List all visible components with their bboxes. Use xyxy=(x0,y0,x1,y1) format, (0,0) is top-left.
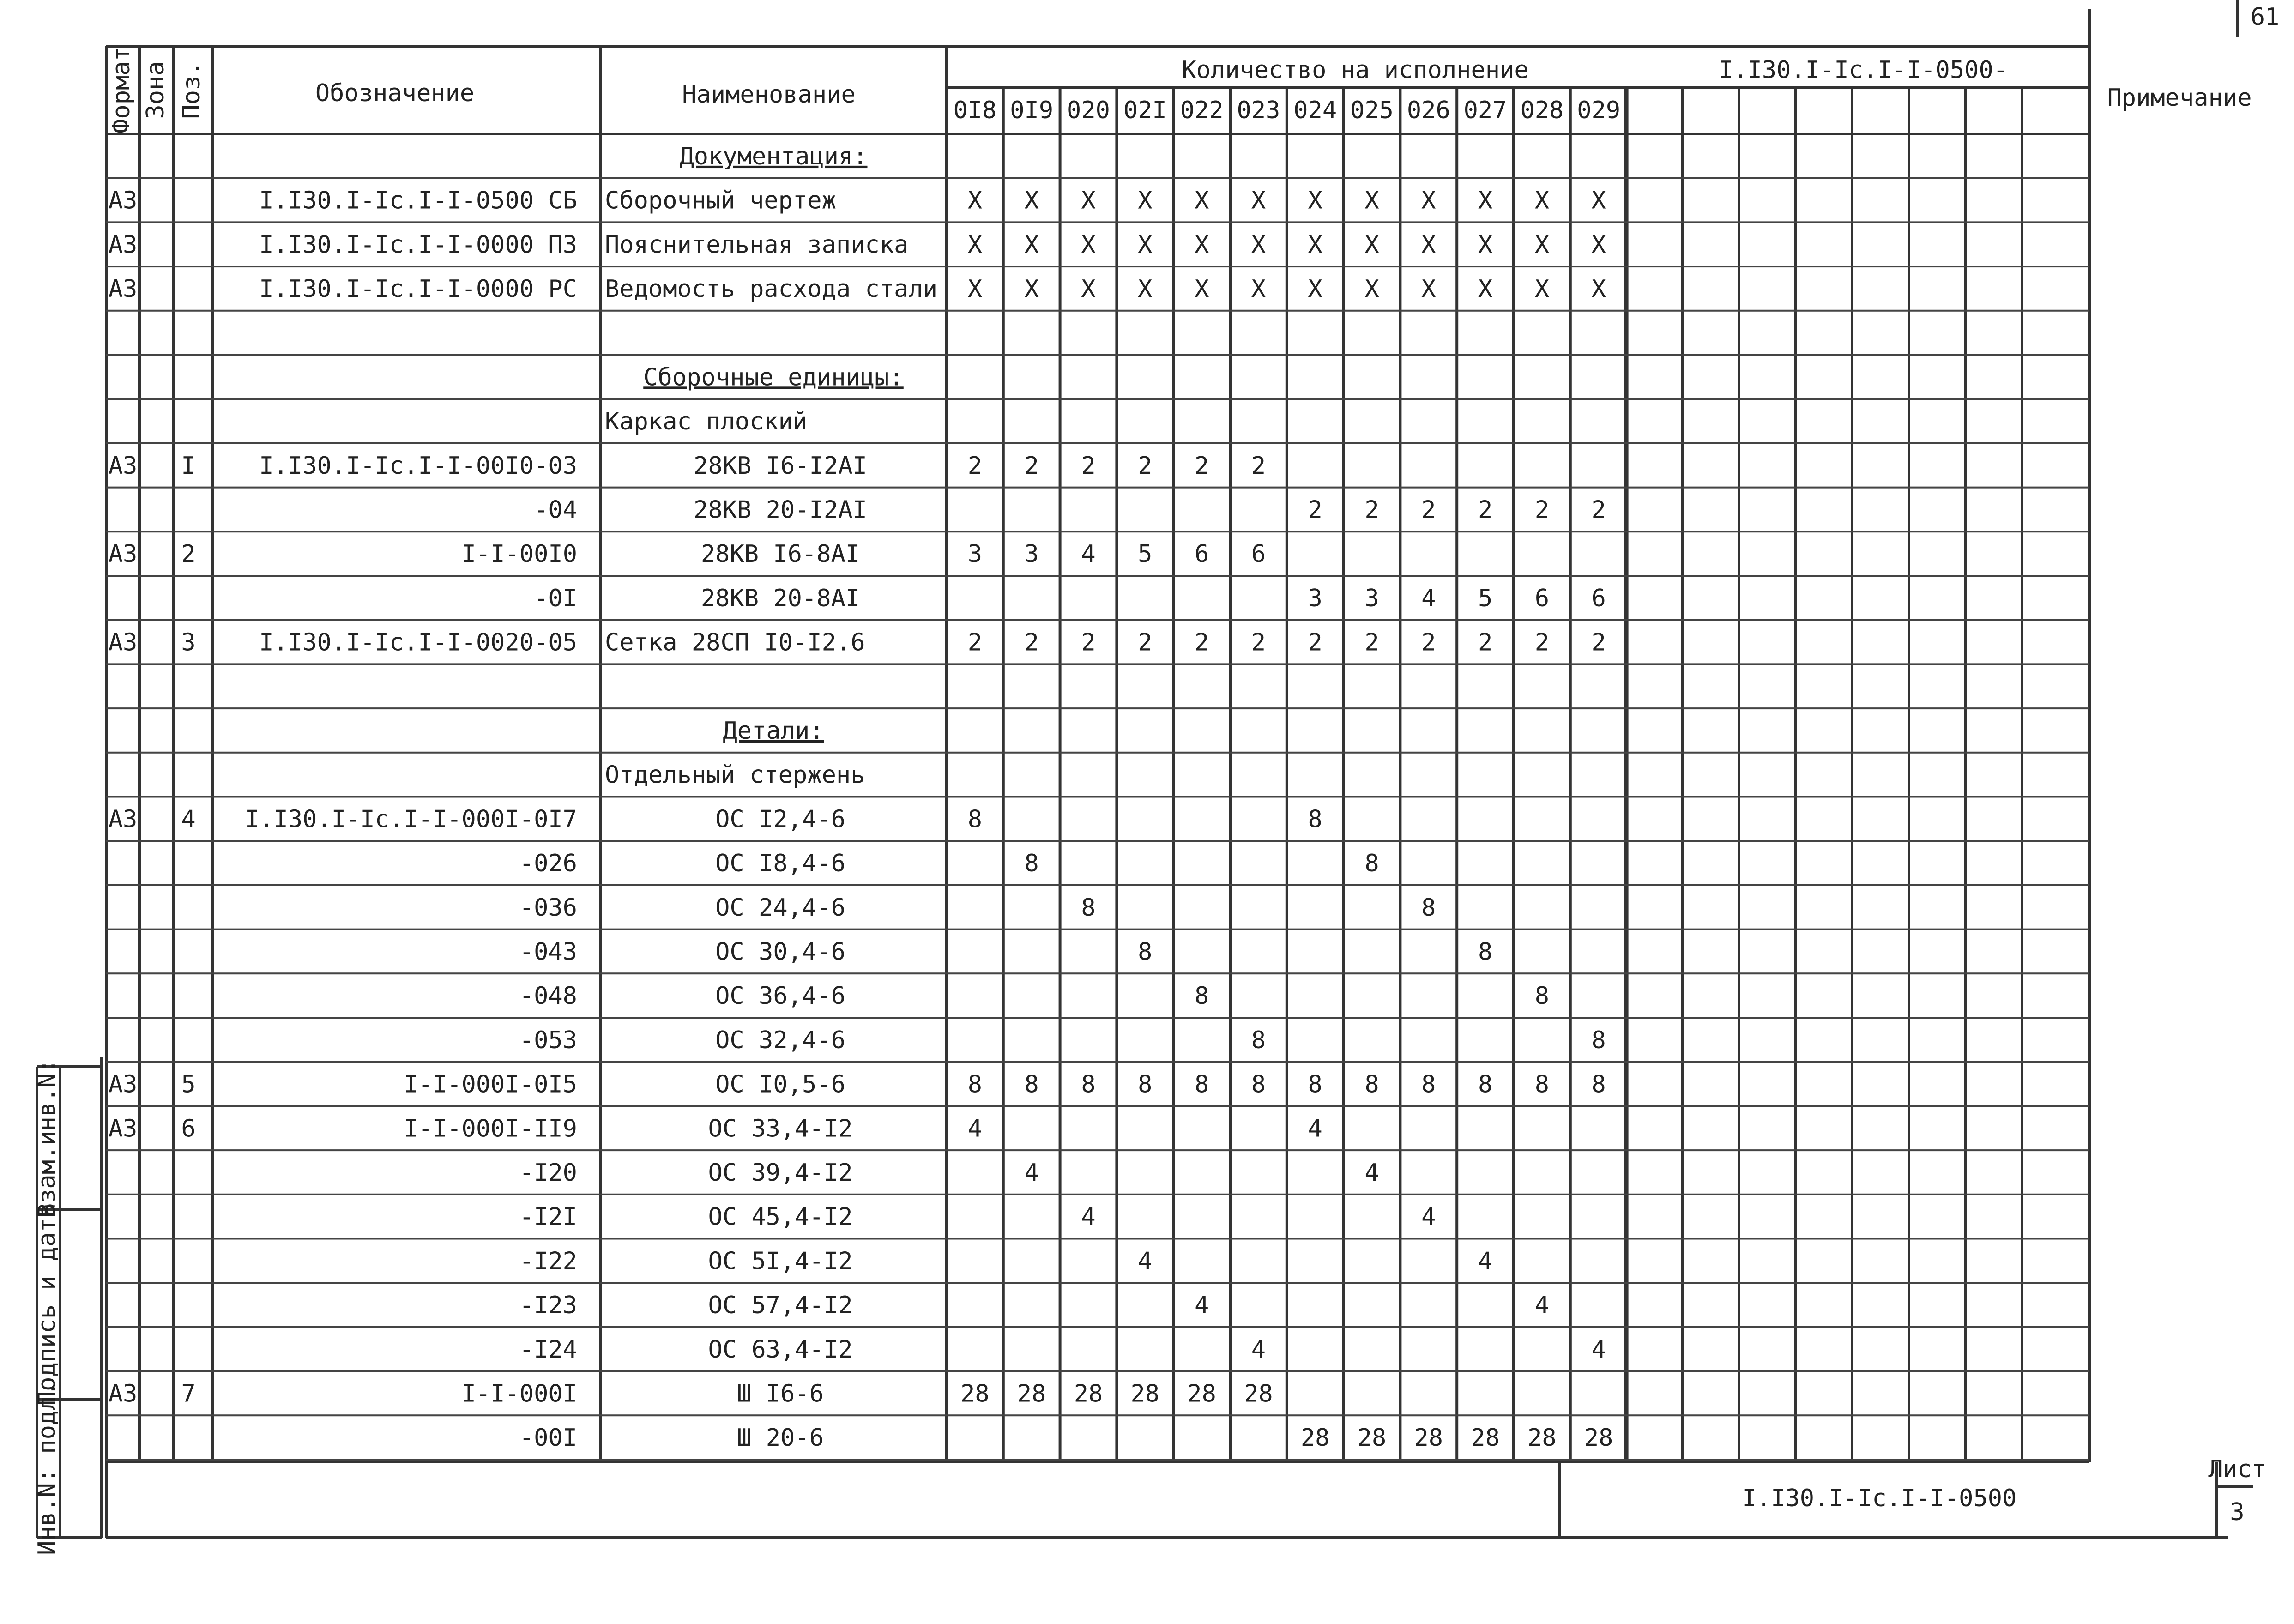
quantity-cell: X xyxy=(967,275,983,303)
row-designation: -026 xyxy=(519,850,577,878)
row-name: 28КВ I6-8AI xyxy=(700,540,860,568)
quantity-cell: X xyxy=(967,187,983,215)
quantity-cell: X xyxy=(1534,187,1550,215)
row-name: Отдельный стержень xyxy=(605,761,865,789)
variant-header: 022 xyxy=(1180,97,1224,124)
row-name: ОС 30,4-6 xyxy=(715,938,845,966)
quantity-cell: 28 xyxy=(1300,1424,1330,1452)
quantity-cell: X xyxy=(1478,187,1493,215)
row-name: Сборочный чертеж xyxy=(605,187,836,215)
quantity-cell: X xyxy=(1364,275,1379,303)
quantity-cell: X xyxy=(1194,231,1209,259)
row-name: ОС 45,4-I2 xyxy=(708,1203,853,1231)
quantity-cell: 2 xyxy=(967,628,983,657)
quantity-cell: 4 xyxy=(1478,1247,1493,1275)
quantity-cell: 4 xyxy=(967,1115,983,1143)
row-format: А3 xyxy=(108,231,138,259)
quantity-cell: 28 xyxy=(1471,1424,1500,1452)
quantity-cell: 4 xyxy=(1081,540,1096,568)
quantity-cell: 6 xyxy=(1194,540,1209,568)
quantity-cell: 6 xyxy=(1534,584,1550,612)
row-name: Ш 20-6 xyxy=(737,1424,824,1452)
row-designation: -043 xyxy=(519,938,577,966)
row-name: ОС 39,4-I2 xyxy=(708,1159,853,1187)
quantity-cell: 2 xyxy=(1138,452,1153,480)
variant-header: 026 xyxy=(1407,97,1450,124)
quantity-cell: X xyxy=(1591,187,1606,215)
quantity-cell: 28 xyxy=(960,1380,990,1408)
quantity-cell: 8 xyxy=(1194,1070,1209,1099)
quantity-cell: X xyxy=(1081,275,1096,303)
quantity-cell: 28 xyxy=(1527,1424,1557,1452)
quantity-cell: X xyxy=(1421,275,1436,303)
footer-sheet-number: 3 xyxy=(2230,1498,2245,1526)
quantity-cell: 8 xyxy=(967,805,983,833)
table-text xyxy=(33,3,2279,1555)
footer-sheet-label: Лист xyxy=(2208,1455,2266,1483)
quantity-cell: X xyxy=(1024,231,1039,259)
quantity-cell: 2 xyxy=(1081,452,1096,480)
quantity-cell: 4 xyxy=(1421,584,1436,612)
row-name: 28КВ 20-I2AI xyxy=(694,496,867,524)
quantity-cell: 8 xyxy=(1364,850,1379,878)
quantity-cell: X xyxy=(1421,187,1436,215)
quantity-cell: X xyxy=(1194,275,1209,303)
row-format: А3 xyxy=(108,540,138,568)
quantity-cell: 4 xyxy=(1364,1159,1379,1187)
quantity-cell: X xyxy=(1251,231,1266,259)
quantity-cell: 4 xyxy=(1421,1203,1436,1231)
row-designation: -I23 xyxy=(519,1292,577,1320)
variant-header: 027 xyxy=(1463,97,1507,124)
quantity-cell: 2 xyxy=(1364,496,1379,524)
row-designation: I.I30.I-Ic.I-I-0500 СБ xyxy=(259,187,577,215)
quantity-cell: 8 xyxy=(1364,1070,1379,1099)
row-name: ОС 24,4-6 xyxy=(715,894,845,922)
quantity-cell: 8 xyxy=(1534,982,1550,1010)
quantity-cell: 8 xyxy=(1194,982,1209,1010)
quantity-cell: X xyxy=(1364,187,1379,215)
row-designation: I-I-000I-0I5 xyxy=(404,1070,577,1099)
quantity-cell: X xyxy=(1138,231,1153,259)
quantity-cell: 8 xyxy=(1308,805,1322,833)
quantity-cell: 3 xyxy=(967,540,983,568)
row-pos: 6 xyxy=(181,1115,196,1143)
row-name: ОС I0,5-6 xyxy=(715,1070,845,1099)
quantity-cell: 28 xyxy=(1244,1380,1273,1408)
quantity-cell: 8 xyxy=(1138,938,1153,966)
quantity-cell: X xyxy=(1421,231,1436,259)
quantity-cell: 4 xyxy=(1534,1292,1550,1320)
quantity-cell: 28 xyxy=(1187,1380,1216,1408)
quantity-cell: X xyxy=(1591,231,1606,259)
variant-header: 025 xyxy=(1350,97,1394,124)
quantity-cell: 8 xyxy=(1024,850,1039,878)
row-name: ОС I2,4-6 xyxy=(715,805,845,833)
row-name: Каркас плоский xyxy=(605,408,808,436)
quantity-cell: X xyxy=(1478,231,1493,259)
quantity-cell: 2 xyxy=(1024,628,1039,657)
quantity-cell: 2 xyxy=(1534,496,1550,524)
row-designation: -00I xyxy=(519,1424,577,1452)
variant-header: 023 xyxy=(1237,97,1280,124)
row-format: А3 xyxy=(108,1115,138,1143)
quantity-cell: 2 xyxy=(1421,496,1436,524)
row-name: Пояснительная записка xyxy=(605,231,909,259)
row-designation: I.I30.I-Ic.I-I-0000 РС xyxy=(259,275,577,303)
row-designation: -04 xyxy=(534,496,577,524)
quantity-cell: 28 xyxy=(1130,1380,1160,1408)
row-pos: 5 xyxy=(181,1070,196,1099)
quantity-cell: 8 xyxy=(1138,1070,1153,1099)
quantity-cell: 2 xyxy=(1081,628,1096,657)
quantity-cell: 2 xyxy=(1591,628,1606,657)
page-number: 61 xyxy=(2250,3,2280,31)
row-name: ОС 36,4-6 xyxy=(715,982,845,1010)
quantity-cell: X xyxy=(1138,275,1153,303)
variant-header: 0I8 xyxy=(953,97,997,124)
quantity-cell: X xyxy=(1534,275,1550,303)
quantity-cell: 4 xyxy=(1308,1115,1322,1143)
row-designation: -0I xyxy=(534,584,577,612)
row-name: Ведомость расхода стали xyxy=(605,275,938,303)
row-format: А3 xyxy=(108,805,138,833)
quantity-cell: 8 xyxy=(1591,1070,1606,1099)
row-pos: 4 xyxy=(181,805,196,833)
quantity-cell: 2 xyxy=(1534,628,1550,657)
quantity-cell: 2 xyxy=(1194,452,1209,480)
quantity-cell: 8 xyxy=(1421,1070,1436,1099)
row-name: ОС 57,4-I2 xyxy=(708,1292,853,1320)
quantity-cell: 4 xyxy=(1251,1335,1266,1364)
row-designation: -I2I xyxy=(519,1203,577,1231)
row-name: ОС 33,4-I2 xyxy=(708,1115,853,1143)
quantity-cell: X xyxy=(1478,275,1493,303)
quantity-cell: 8 xyxy=(1081,1070,1096,1099)
quantity-cell: 8 xyxy=(1534,1070,1550,1099)
quantity-cell: X xyxy=(1534,231,1550,259)
quantity-cell: 2 xyxy=(1364,628,1379,657)
row-name: Ш I6-6 xyxy=(737,1380,824,1408)
row-pos: 2 xyxy=(181,540,196,568)
row-format: А3 xyxy=(108,187,138,215)
quantity-cell: 3 xyxy=(1308,584,1322,612)
quantity-cell: 2 xyxy=(1591,496,1606,524)
quantity-cell: 4 xyxy=(1138,1247,1153,1275)
quantity-cell: 2 xyxy=(1478,496,1493,524)
quantity-cell: 6 xyxy=(1251,540,1266,568)
variant-header: 0I9 xyxy=(1010,97,1054,124)
quantity-cell: 2 xyxy=(1138,628,1153,657)
row-format: А3 xyxy=(108,628,138,657)
quantity-cell: 28 xyxy=(1414,1424,1443,1452)
row-designation: -048 xyxy=(519,982,577,1010)
quantity-cell: 4 xyxy=(1194,1292,1209,1320)
row-format: А3 xyxy=(108,452,138,480)
row-pos: I xyxy=(181,452,196,480)
quantity-cell: X xyxy=(1024,275,1039,303)
quantity-cell: 8 xyxy=(1081,894,1096,922)
quantity-cell: 5 xyxy=(1138,540,1153,568)
row-designation: I-I-000I xyxy=(461,1380,577,1408)
section-title: Документация: xyxy=(679,142,868,170)
section-title: Детали: xyxy=(723,717,824,745)
quantity-cell: 2 xyxy=(1308,628,1322,657)
quantity-cell: 28 xyxy=(1017,1380,1046,1408)
stamp-original-inv: Инв.N: подл. xyxy=(33,1382,61,1555)
row-designation: -036 xyxy=(519,894,577,922)
quantity-cell: 2 xyxy=(1478,628,1493,657)
row-designation: I.I30.I-Ic.I-I-000I-0I7 xyxy=(244,805,577,833)
row-designation: -I22 xyxy=(519,1247,577,1275)
quantity-cell: 4 xyxy=(1591,1335,1606,1364)
row-name: Сетка 28СП I0-I2.6 xyxy=(605,628,865,657)
variant-header: 020 xyxy=(1067,97,1110,124)
quantity-cell: X xyxy=(1308,275,1322,303)
quantity-cell: X xyxy=(1364,231,1379,259)
quantity-cell: 2 xyxy=(1251,452,1266,480)
row-pos: 7 xyxy=(181,1380,196,1408)
header-format: Формат xyxy=(108,47,135,133)
row-pos: 3 xyxy=(181,628,196,657)
header-zone: Зона xyxy=(142,61,169,119)
row-name: 28КВ 20-8AI xyxy=(700,584,860,612)
quantity-cell: X xyxy=(1081,187,1096,215)
quantity-cell: X xyxy=(1138,187,1153,215)
quantity-cell: X xyxy=(1251,275,1266,303)
quantity-cell: 4 xyxy=(1024,1159,1039,1187)
row-designation: -I24 xyxy=(519,1335,577,1364)
header-quantity: Количество на исполнение xyxy=(1182,56,1529,84)
quantity-cell: 28 xyxy=(1357,1424,1387,1452)
row-designation: I.I30.I-Ic.I-I-00I0-03 xyxy=(259,452,577,480)
quantity-cell: 8 xyxy=(1308,1070,1322,1099)
quantity-cell: 8 xyxy=(1251,1070,1266,1099)
quantity-cell: 28 xyxy=(1584,1424,1613,1452)
stamp-replacement-inv: Взам.инв.N: xyxy=(33,1058,61,1218)
header-pos: Поз. xyxy=(178,61,205,119)
row-designation: -I20 xyxy=(519,1159,577,1187)
quantity-cell: 6 xyxy=(1591,584,1606,612)
quantity-cell: 2 xyxy=(1421,628,1436,657)
quantity-cell: 8 xyxy=(967,1070,983,1099)
quantity-cell: X xyxy=(1251,187,1266,215)
variant-header: 028 xyxy=(1520,97,1564,124)
section-title: Сборочные единицы: xyxy=(643,363,904,392)
quantity-cell: X xyxy=(1024,187,1039,215)
header-name: Наименование xyxy=(682,81,856,109)
quantity-cell: 3 xyxy=(1024,540,1039,568)
quantity-cell: 8 xyxy=(1024,1070,1039,1099)
variant-header: 02I xyxy=(1123,97,1167,124)
quantity-cell: 5 xyxy=(1478,584,1493,612)
quantity-cell: 28 xyxy=(1074,1380,1103,1408)
quantity-cell: 2 xyxy=(1308,496,1322,524)
quantity-cell: X xyxy=(1081,231,1096,259)
row-designation: I.I30.I-Ic.I-I-0020-05 xyxy=(259,628,577,657)
quantity-cell: 2 xyxy=(1194,628,1209,657)
header-designation: Обозначение xyxy=(315,79,475,107)
row-designation: I-I-000I-II9 xyxy=(404,1115,577,1143)
footer-doc-code: I.I30.I-Ic.I-I-0500 xyxy=(1742,1485,2017,1512)
row-designation: I-I-00I0 xyxy=(461,540,577,568)
variant-header: 029 xyxy=(1577,97,1621,124)
header-base-code: I.I30.I-Ic.I-I-0500- xyxy=(1718,56,2008,84)
quantity-cell: 8 xyxy=(1478,938,1493,966)
row-designation: -053 xyxy=(519,1026,577,1054)
header-note: Примечание xyxy=(2107,84,2252,112)
row-name: ОС 63,4-I2 xyxy=(708,1335,853,1364)
row-format: А3 xyxy=(108,1380,138,1408)
row-name: ОС I8,4-6 xyxy=(715,850,845,878)
stamp-signature-date: Подпись и дата xyxy=(33,1203,61,1406)
quantity-cell: 8 xyxy=(1251,1026,1266,1054)
quantity-cell: 2 xyxy=(1251,628,1266,657)
quantity-cell: X xyxy=(1308,231,1322,259)
quantity-cell: X xyxy=(967,231,983,259)
row-designation: I.I30.I-Ic.I-I-0000 ПЗ xyxy=(259,231,577,259)
quantity-cell: 3 xyxy=(1364,584,1379,612)
quantity-cell: 4 xyxy=(1081,1203,1096,1231)
quantity-cell: X xyxy=(1194,187,1209,215)
row-name: ОС 32,4-6 xyxy=(715,1026,845,1054)
quantity-cell: X xyxy=(1308,187,1322,215)
quantity-cell: X xyxy=(1591,275,1606,303)
quantity-cell: 8 xyxy=(1478,1070,1493,1099)
quantity-cell: 8 xyxy=(1591,1026,1606,1054)
quantity-cell: 2 xyxy=(967,452,983,480)
row-name: ОС 5I,4-I2 xyxy=(708,1247,853,1275)
row-format: А3 xyxy=(108,275,138,303)
quantity-cell: 8 xyxy=(1421,894,1436,922)
row-format: А3 xyxy=(108,1070,138,1099)
quantity-cell: 2 xyxy=(1024,452,1039,480)
row-name: 28КВ I6-I2AI xyxy=(694,452,867,480)
variant-header: 024 xyxy=(1293,97,1337,124)
